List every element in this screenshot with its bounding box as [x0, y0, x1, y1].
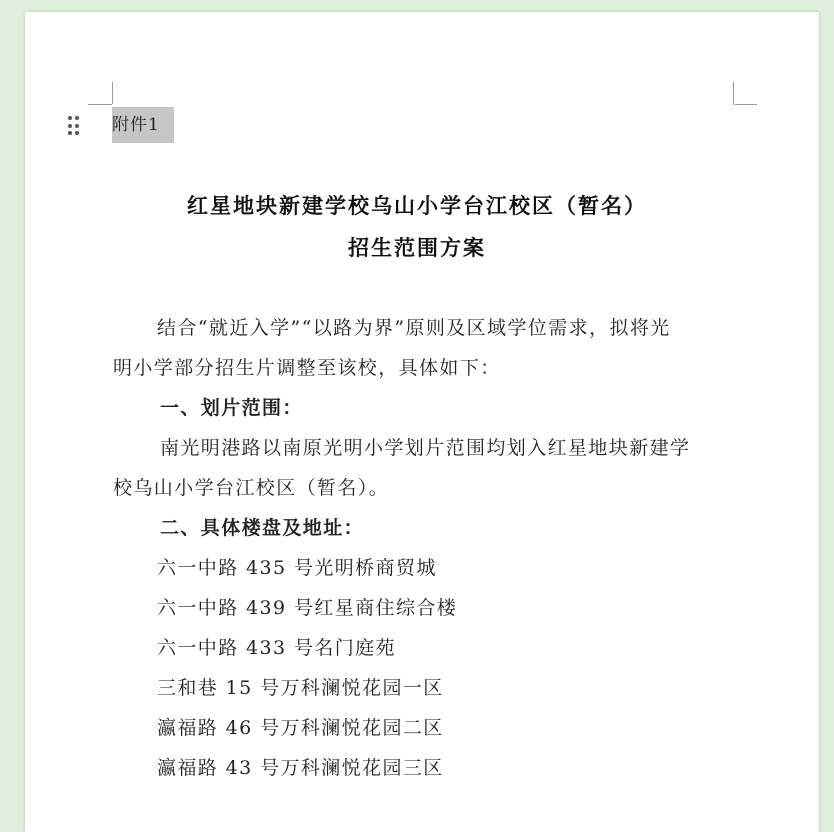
intro-paragraph-line2: 明小学部分招生片调整至该校，具体如下：	[113, 357, 501, 379]
address-list-item: 三和巷 15 号万科澜悦花园一区	[157, 677, 444, 699]
address-list-item: 瀛福路 43 号万科澜悦花园三区	[157, 757, 444, 779]
attachment-label[interactable]: 附件1	[112, 107, 174, 143]
section1-paragraph-line1: 南光明港路以南原光明小学划片范围均划入红星地块新建学	[160, 437, 691, 459]
crop-mark-top-left-vertical	[112, 82, 113, 104]
address-list-item: 六一中路 433 号名门庭苑	[157, 637, 396, 659]
intro-paragraph-line1: 结合“就近入学”“以路为界”原则及区域学位需求，拟将光	[157, 317, 671, 339]
crop-mark-top-left	[88, 104, 112, 105]
section1-paragraph-line2: 校乌山小学台江校区（暂名）。	[113, 477, 390, 499]
section1-heading: 一、划片范围：	[160, 397, 303, 419]
address-list-item: 六一中路 435 号光明桥商贸城	[157, 557, 437, 579]
crop-mark-top-right-vertical	[733, 82, 734, 105]
section2-heading: 二、具体楼盘及地址：	[160, 517, 365, 539]
crop-mark-top-right	[735, 104, 757, 105]
document-title-line1: 红星地块新建学校乌山小学台江校区（暂名）	[187, 193, 647, 218]
address-list-item: 六一中路 439 号红星商住综合楼	[157, 597, 458, 619]
paragraph-drag-handle-icon[interactable]	[68, 116, 80, 136]
document-title-line2: 招生范围方案	[348, 235, 486, 260]
address-list-item: 瀛福路 46 号万科澜悦花园二区	[157, 717, 444, 739]
